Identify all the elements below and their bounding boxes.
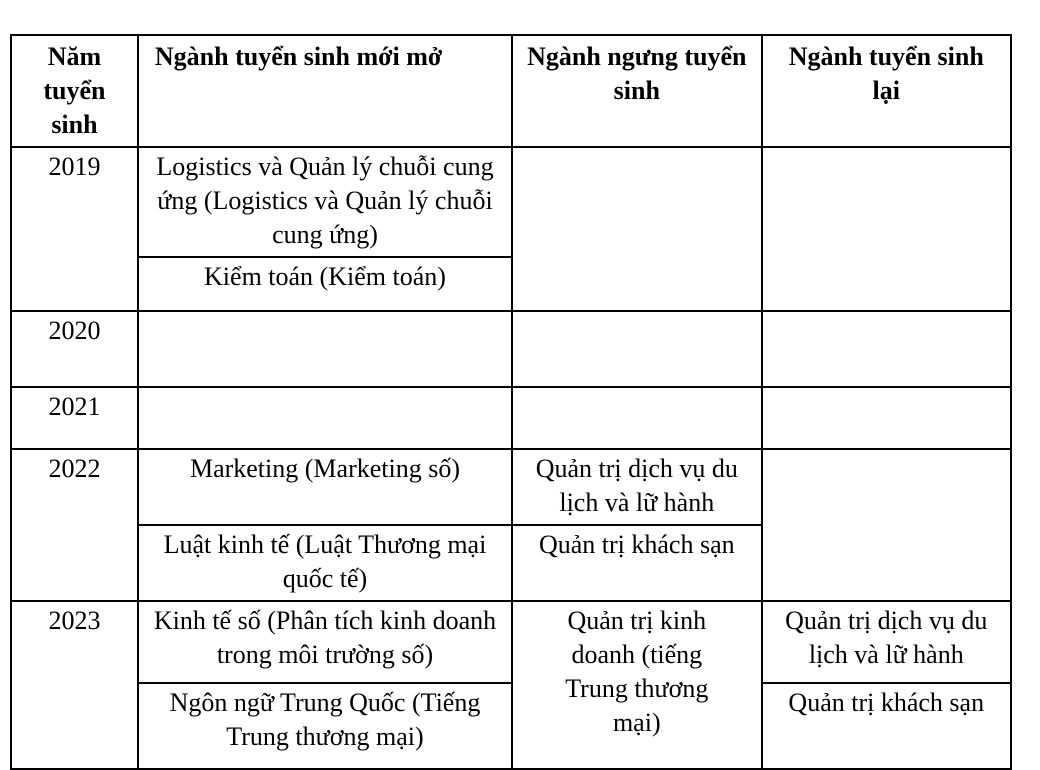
stopped-program: Quản trị kinh doanh (tiếng Trung thương mại) bbox=[565, 606, 709, 737]
resumed-program-cell bbox=[762, 147, 1011, 311]
stopped-program-cell bbox=[512, 311, 761, 387]
resumed-program-cell bbox=[762, 601, 1011, 683]
stopped-program-cell bbox=[512, 601, 761, 769]
stopped-program-cell bbox=[512, 147, 761, 311]
table-row bbox=[11, 387, 1011, 449]
stopped-program: Quản trị khách sạn bbox=[538, 530, 735, 559]
table-row bbox=[11, 683, 1011, 769]
header-new-programs bbox=[138, 35, 512, 147]
header-resumed-programs-text: Ngành tuyển sinh lại bbox=[788, 42, 984, 105]
new-program: Luật kinh tế (Luật Thương mại quốc tế) bbox=[163, 530, 487, 593]
new-program: Ngôn ngữ Trung Quốc (Tiếng Trung thương mại) bbox=[169, 688, 481, 751]
stopped-program-cell bbox=[512, 525, 761, 601]
year-cell: 2019 bbox=[11, 147, 138, 311]
new-program-cell bbox=[138, 449, 512, 525]
admissions-table bbox=[10, 34, 1012, 770]
new-program-cell bbox=[138, 525, 512, 601]
new-program-cell bbox=[138, 683, 512, 769]
year-cell: 2022 bbox=[11, 449, 138, 601]
year-cell: 2023 bbox=[11, 601, 138, 769]
header-new-programs-text: Ngành tuyển sinh mới mở bbox=[154, 42, 443, 71]
header-year-text: Năm tuyển sinh bbox=[43, 42, 106, 139]
resumed-program-cell bbox=[762, 387, 1011, 449]
new-program-cell bbox=[138, 147, 512, 257]
year-cell: 2020 bbox=[11, 311, 138, 387]
stopped-program: Quản trị dịch vụ du lịch và lữ hành bbox=[535, 454, 738, 517]
new-program: Kinh tế số (Phân tích kinh doanh trong môi trường số) bbox=[153, 606, 497, 669]
table-row bbox=[11, 147, 1011, 257]
stopped-program-cell bbox=[512, 449, 761, 525]
header-stopped-programs-text: Ngành ngưng tuyển sinh bbox=[527, 42, 747, 105]
resumed-program-cell bbox=[762, 683, 1011, 769]
new-program-cell bbox=[138, 257, 512, 311]
table-row bbox=[11, 311, 1011, 387]
new-program-cell bbox=[138, 311, 512, 387]
resumed-program: Quản trị khách sạn bbox=[788, 688, 985, 717]
resumed-program-cell bbox=[762, 449, 1011, 601]
new-program: Marketing (Marketing số) bbox=[189, 454, 460, 483]
table-row bbox=[11, 601, 1011, 683]
new-program-cell bbox=[138, 601, 512, 683]
table-row bbox=[11, 449, 1011, 525]
header-year bbox=[11, 35, 138, 147]
new-program: Kiểm toán (Kiểm toán) bbox=[204, 262, 446, 291]
year-cell: 2021 bbox=[11, 387, 138, 449]
resumed-program: Quản trị dịch vụ du lịch và lữ hành bbox=[785, 606, 988, 669]
new-program: Logistics và Quản lý chuỗi cung ứng (Logistics và Quản lý chuỗi cung ứng) bbox=[156, 152, 494, 249]
header-row bbox=[11, 35, 1011, 147]
header-resumed-programs bbox=[762, 35, 1011, 147]
stopped-program-cell bbox=[512, 387, 761, 449]
resumed-program-cell bbox=[762, 311, 1011, 387]
new-program-cell bbox=[138, 387, 512, 449]
header-stopped-programs bbox=[512, 35, 761, 147]
